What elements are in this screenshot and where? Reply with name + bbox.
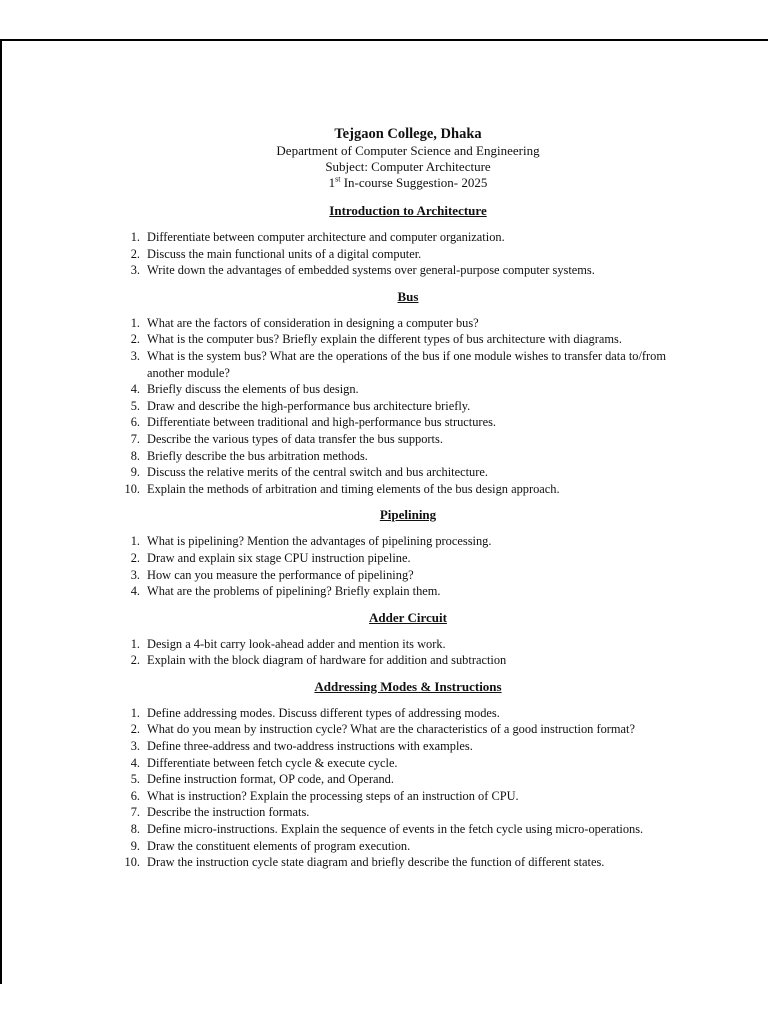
question-text: Describe the various types of data transfer the bus supports. [147, 431, 443, 446]
question-item [113, 788, 703, 805]
question-number: 7. [130, 805, 140, 820]
sections-container [113, 203, 703, 871]
question-item [113, 229, 703, 246]
question-text: Differentiate between fetch cycle & execute cycle. [147, 755, 398, 770]
question-text: Define micro-instructions. Explain the sequence of events in the fetch cycle using micro-operations. [147, 822, 644, 837]
question-number: 3. [130, 348, 140, 363]
question-number: 10. [124, 481, 140, 496]
suggestion-suffix: In-course Suggestion- 2025 [340, 175, 488, 190]
question-number: 4. [130, 755, 140, 770]
question-item [113, 636, 703, 653]
question-item [113, 771, 703, 788]
section-title: Adder Circuit [369, 609, 447, 625]
question-number: 3. [130, 567, 140, 582]
question-number: 4. [130, 382, 140, 397]
question-text: Differentiate between traditional and high-performance bus structures. [147, 415, 496, 430]
question-text: Write down the advantages of embedded systems over general-purpose computer systems. [147, 263, 595, 278]
question-number: 8. [130, 822, 140, 837]
question-number: 1. [130, 230, 140, 244]
question-item [113, 315, 703, 332]
question-text: Differentiate between computer architecture and computer organization. [147, 230, 505, 244]
question-text: Draw the instruction cycle state diagram and briefly describe the function of different states. [147, 855, 605, 870]
suggestion-ordinal: st [335, 174, 341, 184]
question-text: Draw and describe the high-performance bus architecture briefly. [147, 398, 471, 413]
question-number: 2. [130, 550, 140, 565]
question-item [113, 854, 703, 871]
question-number: 2. [130, 332, 140, 347]
question-number: 3. [130, 739, 140, 754]
question-text: What is the system bus? What are the operations of the bus if one module wishes to transfer data to/from another module? [147, 348, 667, 380]
question-text: Define instruction format, OP code, and Operand. [147, 772, 394, 787]
question-item [113, 567, 703, 584]
question-text: Briefly describe the bus arbitration methods. [147, 448, 368, 463]
question-text: What are the factors of consideration in designing a computer bus? [147, 315, 479, 330]
question-item [113, 583, 703, 600]
question-text: What do you mean by instruction cycle? What are the characteristics of a good instruction format? [147, 722, 635, 737]
question-item [113, 821, 703, 838]
question-text: Discuss the relative merits of the central switch and bus architecture. [147, 465, 488, 480]
question-list [113, 229, 703, 279]
suggestion-line [113, 175, 703, 191]
question-text: Explain the methods of arbitration and timing elements of the bus design approach. [147, 481, 560, 496]
question-list [113, 315, 703, 498]
question-item [113, 838, 703, 855]
department-name: Department of Computer Science and Engineering [276, 143, 540, 158]
section-title: Introduction to Architecture [329, 203, 487, 218]
left-border-line [0, 39, 2, 984]
question-text: Design a 4-bit carry look-ahead adder and mention its work. [147, 636, 446, 651]
question-item [113, 755, 703, 772]
college-name: Tejgaon College, Dhaka [334, 126, 482, 142]
question-text: How can you measure the performance of pipelining? [147, 567, 414, 582]
question-number: 5. [130, 772, 140, 787]
question-list [113, 636, 703, 669]
question-list [113, 705, 703, 871]
question-number: 9. [130, 465, 140, 480]
question-text: Discuss the main functional units of a digital computer. [147, 246, 422, 261]
question-item [113, 652, 703, 669]
document-header [113, 125, 703, 191]
question-number: 10. [124, 855, 140, 870]
top-border-line [0, 39, 768, 41]
question-number: 2. [130, 246, 140, 261]
question-number: 2. [130, 722, 140, 737]
subject-line: Subject: Computer Architecture [325, 159, 491, 174]
question-number: 1. [130, 636, 140, 651]
question-number: 3. [130, 263, 140, 278]
question-text: Define three-address and two-address instructions with examples. [147, 739, 473, 754]
question-number: 8. [130, 448, 140, 463]
suggestion-prefix: 1 [328, 175, 336, 190]
document-content [113, 125, 703, 881]
question-number: 1. [130, 705, 140, 720]
question-item [113, 381, 703, 398]
section-title: Bus [397, 288, 419, 304]
question-text: What is the computer bus? Briefly explain the different types of bus architecture with diagrams. [147, 332, 622, 347]
question-text: What is instruction? Explain the processing steps of an instruction of CPU. [147, 788, 519, 803]
question-number: 6. [130, 415, 140, 430]
question-text: Briefly discuss the elements of bus design. [147, 382, 359, 397]
question-text: Describe the instruction formats. [147, 805, 310, 820]
question-list [113, 533, 703, 599]
question-item [113, 348, 703, 381]
question-item [113, 448, 703, 465]
question-item [113, 464, 703, 481]
section-title: Addressing Modes & Instructions [314, 678, 502, 694]
question-text: What are the problems of pipelining? Briefly explain them. [147, 584, 441, 599]
question-text: Define addressing modes. Discuss different types of addressing modes. [147, 705, 500, 720]
question-number: 4. [130, 584, 140, 599]
question-item [113, 398, 703, 415]
question-item [113, 550, 703, 567]
question-item [113, 481, 703, 498]
question-number: 5. [130, 398, 140, 413]
question-number: 1. [130, 534, 140, 549]
question-number: 2. [130, 653, 140, 668]
question-number: 7. [130, 431, 140, 446]
question-text: Draw the constituent elements of program execution. [147, 838, 411, 853]
question-text: Explain with the block diagram of hardware for addition and subtraction [147, 653, 507, 668]
question-item [113, 705, 703, 722]
question-number: 1. [130, 315, 140, 330]
question-number: 9. [130, 838, 140, 853]
question-item [113, 262, 703, 279]
question-item [113, 431, 703, 448]
question-text: Draw and explain six stage CPU instruction pipeline. [147, 550, 411, 565]
question-item [113, 414, 703, 431]
question-item [113, 804, 703, 821]
question-item [113, 246, 703, 263]
question-item [113, 738, 703, 755]
question-item [113, 533, 703, 550]
question-item [113, 331, 703, 348]
question-text: What is pipelining? Mention the advantages of pipelining processing. [147, 534, 492, 549]
question-number: 6. [130, 788, 140, 803]
question-item [113, 721, 703, 738]
section-title: Pipelining [379, 507, 437, 523]
